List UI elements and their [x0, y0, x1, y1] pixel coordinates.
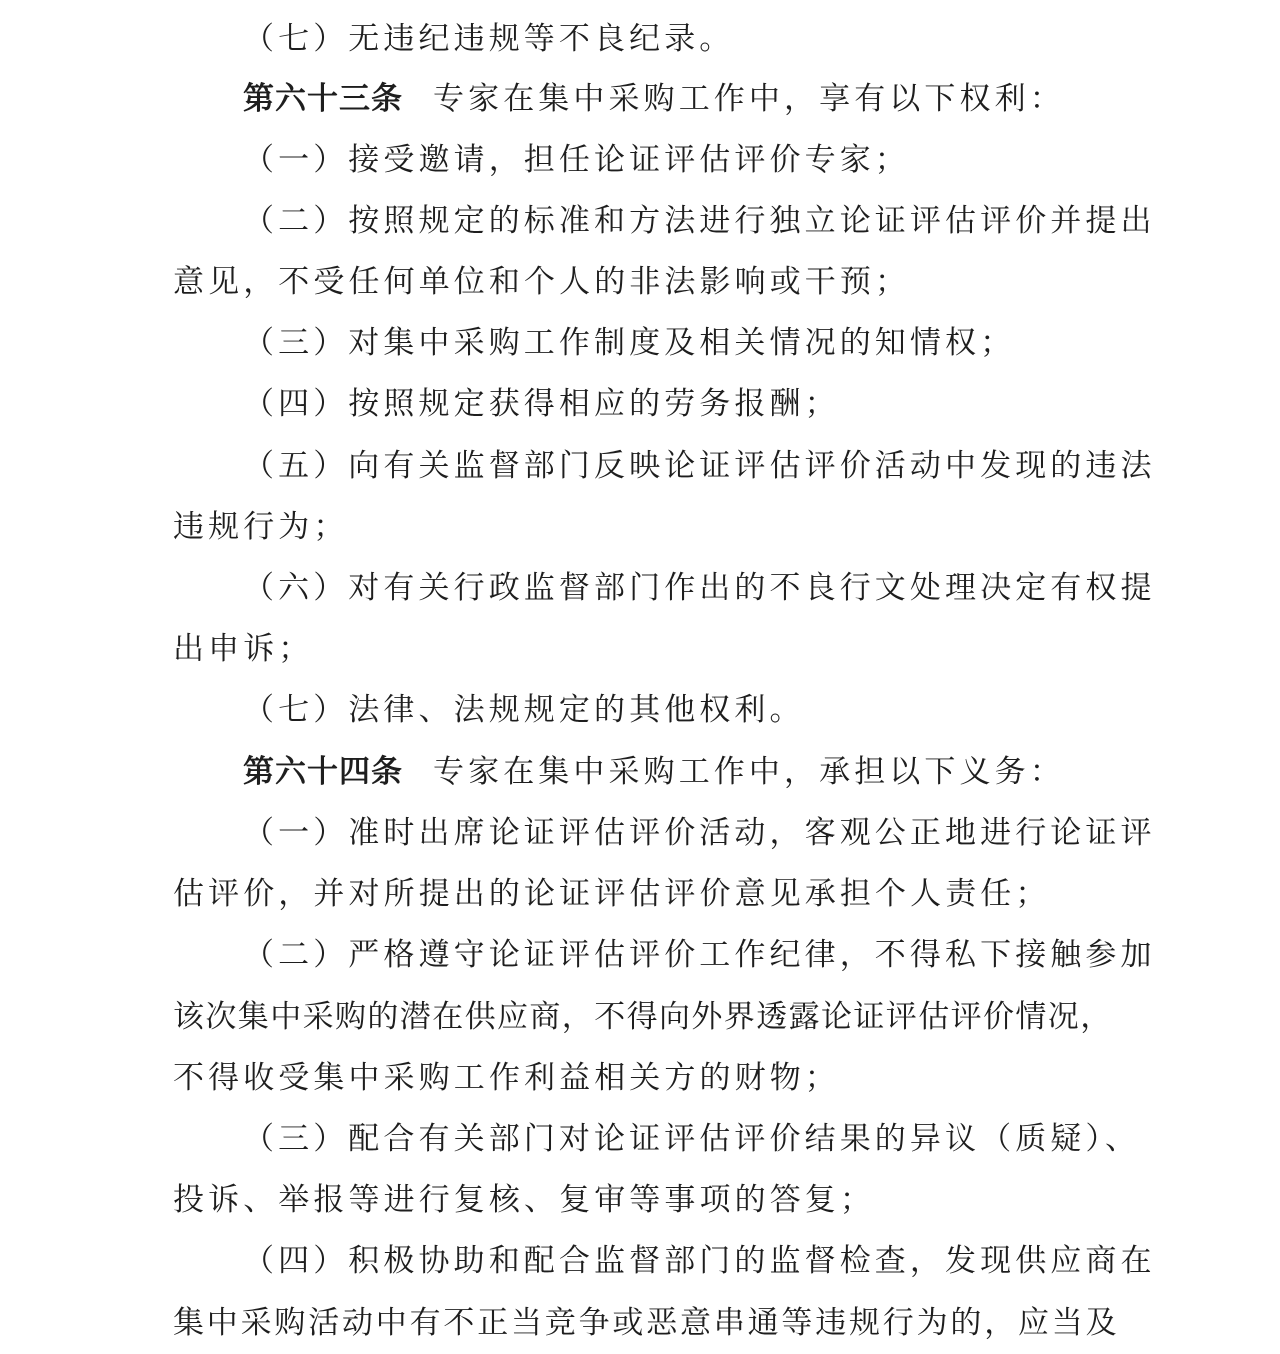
article-64-item-3: （三）配合有关部门对论证评估评价结果的异议（质疑）、: [243, 1121, 1141, 1157]
article-63-item-6-cont: 出申诉；: [173, 631, 314, 667]
article-62-item-7: （七）无违纪违规等不良纪录。: [243, 21, 735, 57]
article-64-item-2-cont-2: 不得收受集中采购工作利益相关方的财物；: [173, 1060, 840, 1096]
article-63-item-2-cont: 意见，不受任何单位和个人的非法影响或干预；: [173, 264, 911, 300]
article-63-item-5: （五）向有关监督部门反映论证评估评价活动中发现的违法: [243, 448, 1156, 484]
article-63-item-3: （三）对集中采购工作制度及相关情况的知情权；: [243, 325, 1016, 361]
article-64-item-4-cont: 集中采购活动中有不正当竞争或恶意串通等违规行为的，应当及: [173, 1305, 1120, 1341]
article-64-item-4: （四）积极协助和配合监督部门的监督检查，发现供应商在: [243, 1243, 1156, 1279]
article-64-item-3-cont: 投诉、举报等进行复核、复审等事项的答复；: [173, 1182, 875, 1218]
article-63-text: 专家在集中采购工作中，享有以下权利：: [433, 81, 1065, 117]
article-63-item-6: （六）对有关行政监督部门作出的不良行文处理决定有权提: [243, 570, 1156, 606]
article-63-intro: [0, 69, 1065, 130]
article-63-item-2: （二）按照规定的标准和方法进行独立论证评估评价并提出: [243, 203, 1156, 239]
article-63-item-4: （四）按照规定获得相应的劳务报酬；: [243, 386, 840, 422]
article-64-item-2: （二）严格遵守论证评估评价工作纪律，不得私下接触参加: [243, 937, 1156, 973]
article-64-heading: 第六十四条: [243, 754, 403, 790]
article-63-item-1: （一）接受邀请，担任论证评估评价专家；: [243, 142, 910, 178]
article-64-intro: [0, 742, 1065, 803]
article-63-heading: 第六十三条: [243, 81, 403, 117]
article-64-item-2-cont-1: 该次集中采购的潜在供应商，不得向外界透露论证评估评价情况，: [173, 999, 1113, 1035]
article-64-text: 专家在集中采购工作中，承担以下义务：: [433, 754, 1065, 790]
article-63-item-7: （七）法律、法规规定的其他权利。: [243, 692, 805, 728]
article-63-item-5-cont: 违规行为；: [173, 509, 349, 545]
article-64-item-1: （一）准时出席论证评估评价活动，客观公正地进行论证评: [243, 815, 1156, 851]
article-64-item-1-cont: 估评价，并对所提出的论证评估评价意见承担个人责任；: [173, 876, 1051, 912]
